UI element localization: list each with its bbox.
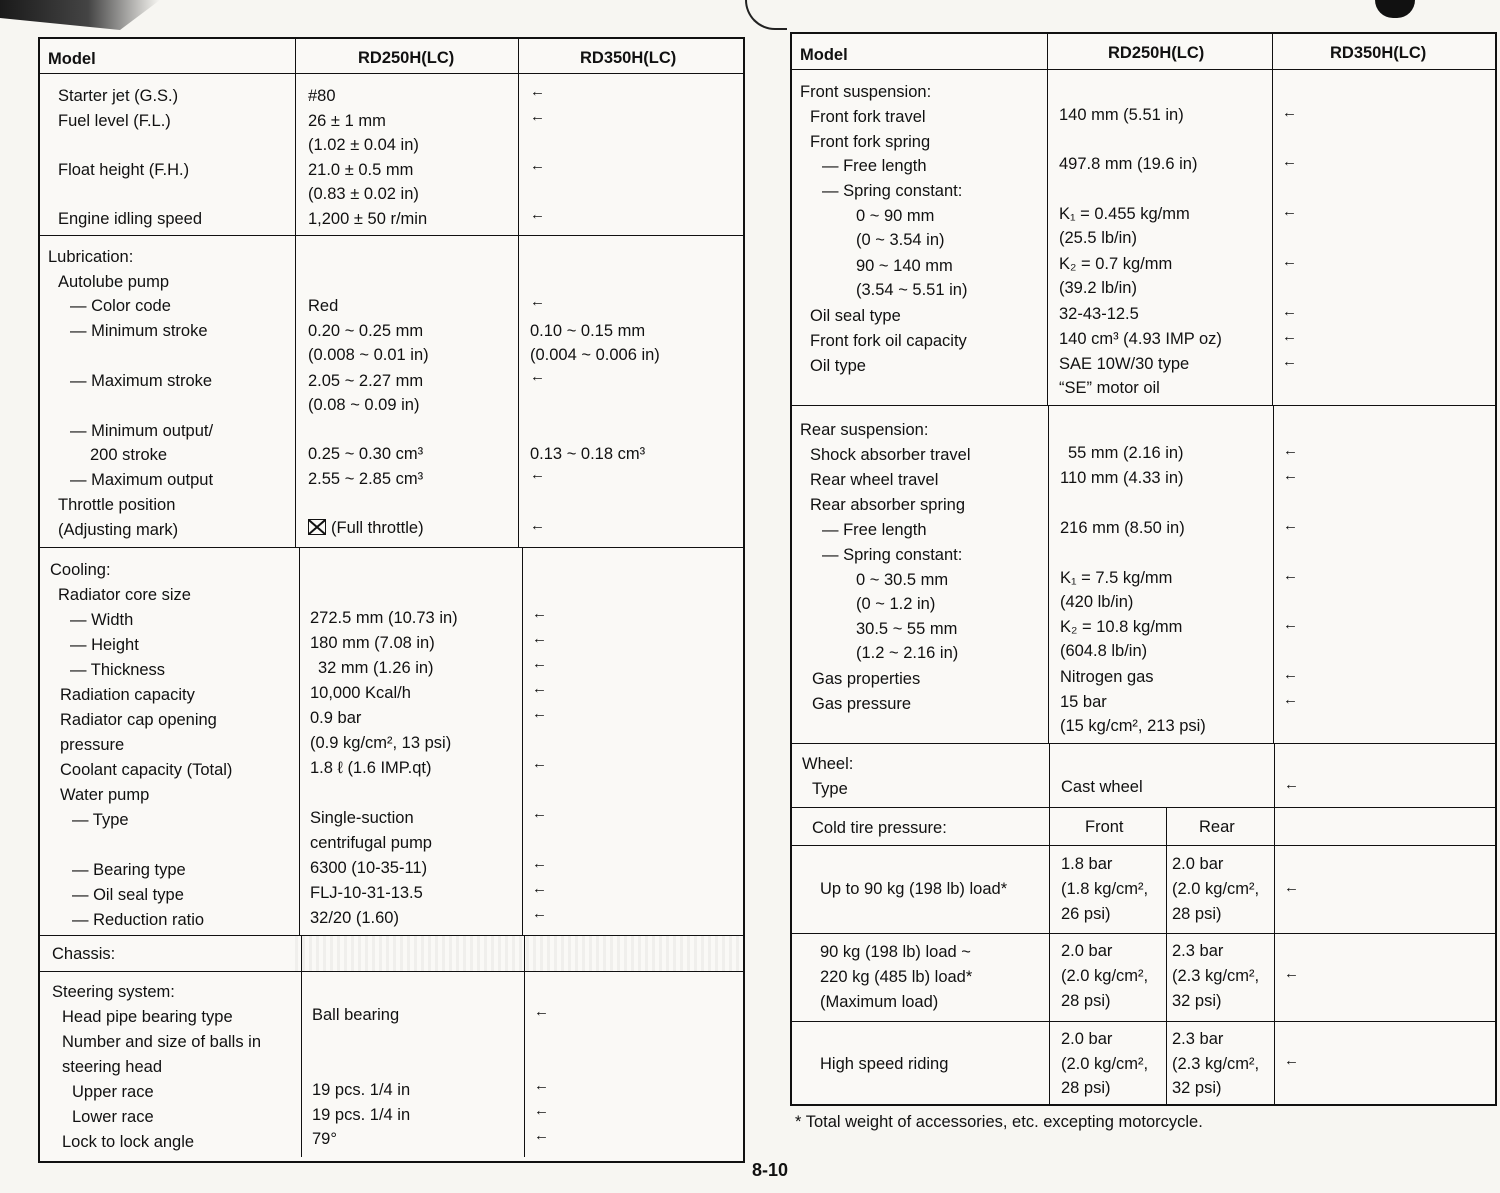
same-as-arrow: ← (1283, 517, 1298, 534)
core-height-label: — Height (70, 636, 139, 654)
idle-speed-value: 1,200 ± 50 r/min (308, 210, 428, 228)
tire-front-bar: 2.0 bar (1061, 1030, 1113, 1048)
same-as-arrow: ← (530, 368, 545, 385)
tire-front-header: Front (1085, 818, 1124, 836)
right-spec-table (790, 32, 1497, 1106)
same-as-arrow: ← (532, 880, 547, 897)
rear-k1-range-imperial: (0 ~ 1.2 in) (856, 595, 936, 613)
same-as-arrow: ← (532, 855, 547, 872)
bearing-type-label: — Bearing type (72, 861, 186, 879)
oil-seal-value: 32-43-12.5 (1059, 305, 1139, 323)
fork-oil-capacity-value: 140 cm³ (4.93 IMP oz) (1059, 330, 1222, 348)
tire-front-psi: 26 psi) (1061, 905, 1111, 923)
tire-front-bar: 2.0 bar (1061, 942, 1113, 960)
front-k2-range-imperial: (3.54 ~ 5.51 in) (856, 281, 968, 299)
tire-rear-bar: 2.0 bar (1172, 855, 1224, 873)
chassis-section (40, 936, 743, 972)
rear-wheel-travel-value: 110 mm (4.33 in) (1060, 469, 1184, 487)
left-spec-table (38, 37, 745, 1163)
tire-rear-kg: (2.0 kg/cm², (1172, 880, 1260, 898)
pump-type-label: — Type (72, 811, 129, 829)
same-as-arrow: ← (530, 466, 545, 483)
binding-mark (745, 0, 787, 30)
radiation-capacity-label: Radiation capacity (60, 686, 195, 704)
front-spring-constant-label: — Spring constant: (822, 182, 963, 200)
same-as-arrow: ← (532, 605, 547, 622)
front-k1-range: 0 ~ 90 mm (856, 207, 935, 225)
same-as-arrow: ← (1284, 879, 1299, 896)
tire-rear-psi: 32 psi) (1172, 1079, 1222, 1097)
front-free-length-value: 497.8 mm (19.6 in) (1059, 155, 1198, 173)
core-height-value: 180 mm (7.08 in) (310, 634, 435, 652)
reduction-ratio-value: 32/20 (1.60) (310, 909, 399, 927)
upper-race-value: 19 pcs. 1/4 in (312, 1081, 411, 1099)
autolube-label: Autolube pump (58, 273, 169, 291)
same-as-arrow: ← (532, 905, 547, 922)
balls-label: Number and size of balls in (62, 1033, 262, 1051)
same-as-arrow: ← (534, 1102, 549, 1119)
fuel-level-label: Fuel level (F.L.) (58, 112, 171, 130)
min-stroke-250-imperial: (0.008 ~ 0.01 in) (308, 346, 429, 364)
fuel-level-value-imperial: (1.02 ± 0.04 in) (308, 136, 419, 154)
same-as-arrow: ← (532, 680, 547, 697)
head-pipe-label: Head pipe bearing type (62, 1008, 233, 1026)
fuel-level-value: 26 ± 1 mm (308, 112, 386, 130)
starter-jet-value: #80 (308, 87, 336, 105)
tire-front-bar: 1.8 bar (1061, 855, 1113, 873)
tire-rear-bar: 2.3 bar (1172, 1030, 1224, 1048)
min-output-label: — Minimum output/ (70, 422, 214, 440)
same-as-arrow: ← (530, 157, 545, 174)
same-as-arrow: ← (1282, 203, 1297, 220)
pump-type-value: Single-suction (310, 809, 414, 827)
min-output-label-2: 200 stroke (90, 446, 168, 464)
tire-condition-label: 90 kg (198 lb) load ~ (820, 943, 971, 961)
rear-k2-range: 30.5 ~ 55 mm (856, 620, 958, 638)
same-as-arrow: ← (1283, 467, 1298, 484)
header-rd250: RD250H(LC) (1108, 44, 1205, 62)
same-as-arrow: ← (530, 108, 545, 125)
wheel-type-label: Type (812, 780, 848, 798)
same-as-arrow: ← (1282, 328, 1297, 345)
throttle-value (308, 518, 424, 538)
front-k1-range-imperial: (0 ~ 3.54 in) (856, 231, 945, 249)
tire-front-kg: (1.8 kg/cm², (1061, 880, 1149, 898)
header-model: Model (48, 50, 96, 68)
starter-jet-label: Starter jet (G.S.) (58, 87, 179, 105)
crossed-box-icon (308, 519, 326, 535)
oil-seal-label: Oil seal type (810, 307, 901, 325)
lock-angle-label: Lock to lock angle (62, 1133, 195, 1151)
rear-k2-range-imperial: (1.2 ~ 2.16 in) (856, 644, 959, 662)
lubrication-title: Lubrication: (48, 248, 134, 266)
gas-properties-value: Nitrogen gas (1060, 668, 1154, 686)
same-as-arrow: ← (1284, 1052, 1299, 1069)
idle-speed-label: Engine idling speed (58, 210, 203, 228)
header-model: Model (800, 46, 848, 64)
color-code-label: — Color code (70, 297, 171, 315)
max-stroke-250: 2.05 ~ 2.27 mm (308, 372, 424, 390)
same-as-arrow: ← (1284, 776, 1299, 793)
tire-condition-label-2: 220 kg (485 lb) load* (820, 968, 973, 986)
cap-pressure-value: 0.9 bar (310, 709, 362, 727)
same-as-arrow: ← (534, 1003, 549, 1020)
lubrication-section (40, 236, 743, 548)
tire-front-psi: 28 psi) (1061, 992, 1111, 1010)
pump-oil-seal-label: — Oil seal type (72, 886, 184, 904)
front-fork-travel-value: 140 mm (5.51 in) (1059, 106, 1184, 124)
wheel-section (792, 744, 1495, 808)
tire-rear-kg: (2.3 kg/cm², (1172, 1055, 1260, 1073)
steering-section (40, 972, 743, 1157)
front-fork-spring-label: Front fork spring (810, 133, 931, 151)
lock-angle-value: 79° (312, 1130, 337, 1148)
same-as-arrow: ← (532, 755, 547, 772)
rear-k1-range: 0 ~ 30.5 mm (856, 571, 949, 589)
front-k1-value-imperial: (25.5 lb/in) (1059, 229, 1137, 247)
same-as-arrow: ← (530, 206, 545, 223)
fork-oil-capacity-label: Front fork oil capacity (810, 332, 967, 350)
corner-mark (1375, 0, 1415, 18)
header-rd250: RD250H(LC) (358, 49, 455, 67)
same-as-arrow: ← (1282, 303, 1297, 320)
min-stroke-350-imperial: (0.004 ~ 0.006 in) (530, 346, 660, 364)
tire-front-kg: (2.0 kg/cm², (1061, 1055, 1149, 1073)
rear-suspension-section (792, 406, 1495, 744)
cooling-section (40, 548, 743, 936)
same-as-arrow: ← (1282, 153, 1297, 170)
wheel-title: Wheel: (802, 755, 854, 773)
throttle-value-text: (Full throttle) (331, 519, 424, 537)
tire-pressure-title: Cold tire pressure: (812, 819, 947, 837)
cap-pressure-value-2: (0.9 kg/cm², 13 psi) (310, 734, 452, 752)
head-pipe-value: Ball bearing (312, 1006, 400, 1024)
same-as-arrow: ← (532, 705, 547, 722)
same-as-arrow: ← (1282, 253, 1297, 270)
rear-k1-value-imperial: (420 lb/in) (1060, 593, 1134, 611)
lower-race-value: 19 pcs. 1/4 in (312, 1106, 411, 1124)
gas-pressure-label: Gas pressure (812, 695, 912, 713)
steering-title: Steering system: (52, 983, 175, 1001)
shock-travel-value: 55 mm (2.16 in) (1068, 444, 1184, 462)
tire-row (792, 846, 1495, 934)
same-as-arrow: ← (532, 805, 547, 822)
rear-spring-constant-label: — Spring constant: (822, 546, 963, 564)
front-k1-value: K₁ = 0.455 kg/mm (1059, 205, 1190, 223)
gas-pressure-value: 15 bar (1060, 693, 1107, 711)
shock-travel-label: Shock absorber travel (810, 446, 971, 464)
table-header (40, 39, 743, 74)
max-stroke-250-imperial: (0.08 ~ 0.09 in) (308, 396, 420, 414)
same-as-arrow: ← (1283, 666, 1298, 683)
front-fork-travel-label: Front fork travel (810, 108, 926, 126)
front-k2-value: K₂ = 0.7 kg/mm (1059, 255, 1173, 273)
same-as-arrow: ← (1283, 691, 1298, 708)
bearing-type-value: 6300 (10-35-11) (310, 859, 428, 877)
float-height-value-imperial: (0.83 ± 0.02 in) (308, 185, 419, 203)
max-stroke-label: — Maximum stroke (70, 372, 213, 390)
balls-label-2: steering head (62, 1058, 162, 1076)
same-as-arrow: ← (530, 293, 545, 310)
page-corner-smudge (0, 0, 160, 30)
same-as-arrow: ← (1284, 965, 1299, 982)
tire-condition-label-3: (Maximum load) (820, 993, 939, 1011)
lower-race-label: Lower race (72, 1108, 154, 1126)
color-code-value: Red (308, 297, 339, 315)
core-size-label: Radiator core size (58, 586, 191, 604)
cap-pressure-label: Radiator cap opening (60, 711, 217, 729)
min-stroke-250: 0.20 ~ 0.25 mm (308, 322, 424, 340)
same-as-arrow: ← (1283, 616, 1298, 633)
rear-k1-value: K₁ = 7.5 kg/mm (1060, 569, 1173, 587)
same-as-arrow: ← (1282, 104, 1297, 121)
oil-type-label: Oil type (810, 357, 866, 375)
core-width-label: — Width (70, 611, 134, 629)
header-rd350: RD350H(LC) (580, 49, 677, 67)
front-free-length-label: — Free length (822, 157, 927, 175)
rear-suspension-title: Rear suspension: (800, 421, 929, 439)
float-height-label: Float height (F.H.) (58, 161, 190, 179)
front-suspension-title: Front suspension: (800, 83, 932, 101)
wheel-type-value: Cast wheel (1061, 778, 1143, 796)
min-output-250: 0.25 ~ 0.30 cm³ (308, 445, 424, 463)
rear-free-length-value: 216 mm (8.50 in) (1060, 519, 1185, 537)
coolant-capacity-label: Coolant capacity (Total) (60, 761, 233, 779)
chassis-title: Chassis: (52, 945, 116, 963)
max-output-label: — Maximum output (70, 471, 214, 489)
float-height-value: 21.0 ± 0.5 mm (308, 161, 414, 179)
header-rd350: RD350H(LC) (1330, 44, 1427, 62)
footnote: * Total weight of accessories, etc. excepting motorcycle. (795, 1113, 1203, 1131)
same-as-arrow: ← (1283, 442, 1298, 459)
pump-oil-seal-value: FLJ-10-31-13.5 (310, 884, 423, 902)
gas-pressure-value-2: (15 kg/cm², 213 psi) (1060, 717, 1206, 735)
cooling-title: Cooling: (50, 561, 111, 579)
tire-condition-label: High speed riding (820, 1055, 949, 1073)
min-stroke-350: 0.10 ~ 0.15 mm (530, 322, 646, 340)
same-as-arrow: ← (534, 1127, 549, 1144)
oil-type-value-2: “SE” motor oil (1059, 379, 1160, 397)
pump-type-value-2: centrifugal pump (310, 834, 432, 852)
upper-race-label: Upper race (72, 1083, 154, 1101)
same-as-arrow: ← (1283, 567, 1298, 584)
tire-front-psi: 28 psi) (1061, 1079, 1111, 1097)
same-as-arrow: ← (532, 630, 547, 647)
core-width-value: 272.5 mm (10.73 in) (310, 609, 458, 627)
front-suspension-section (792, 70, 1495, 406)
same-as-arrow: ← (532, 655, 547, 672)
table-header (792, 34, 1495, 70)
tire-rear-kg: (2.3 kg/cm², (1172, 967, 1260, 985)
tire-front-kg: (2.0 kg/cm², (1061, 967, 1149, 985)
tire-rear-header: Rear (1199, 818, 1235, 836)
rear-spring-label: Rear absorber spring (810, 496, 965, 514)
carburetor-section (40, 74, 743, 236)
tire-row (792, 1022, 1495, 1104)
rear-free-length-label: — Free length (822, 521, 927, 539)
tire-condition-label: Up to 90 kg (198 lb) load* (820, 880, 1008, 898)
same-as-arrow: ← (530, 517, 545, 534)
min-output-350: 0.13 ~ 0.18 cm³ (530, 445, 646, 463)
gas-properties-label: Gas properties (812, 670, 921, 688)
same-as-arrow: ← (1282, 353, 1297, 370)
tire-rear-bar: 2.3 bar (1172, 942, 1224, 960)
throttle-position-label: Throttle position (58, 496, 176, 514)
rear-wheel-travel-label: Rear wheel travel (810, 471, 939, 489)
rear-k2-value-imperial: (604.8 lb/in) (1060, 642, 1148, 660)
min-stroke-label: — Minimum stroke (70, 322, 208, 340)
tire-row (792, 934, 1495, 1022)
reduction-ratio-label: — Reduction ratio (72, 911, 205, 929)
tire-rear-psi: 28 psi) (1172, 905, 1222, 923)
core-thickness-value: 32 mm (1.26 in) (318, 659, 434, 677)
cap-pressure-label-2: pressure (60, 736, 125, 754)
same-as-arrow: ← (534, 1077, 549, 1094)
rear-k2-value: K₂ = 10.8 kg/mm (1060, 618, 1183, 636)
same-as-arrow: ← (530, 83, 545, 100)
radiation-capacity-value: 10,000 Kcal/h (310, 684, 411, 702)
adjusting-mark-label: (Adjusting mark) (58, 521, 179, 539)
front-k2-range: 90 ~ 140 mm (856, 257, 953, 275)
oil-type-value: SAE 10W/30 type (1059, 355, 1190, 373)
core-thickness-label: — Thickness (70, 661, 166, 679)
coolant-capacity-value: 1.8 ℓ (1.6 IMP.qt) (310, 759, 432, 777)
tire-rear-psi: 32 psi) (1172, 992, 1222, 1010)
max-output-250: 2.55 ~ 2.85 cm³ (308, 470, 424, 488)
water-pump-label: Water pump (60, 786, 150, 804)
tire-header-row (792, 808, 1495, 846)
page-number: 8-10 (752, 1160, 789, 1180)
front-k2-value-imperial: (39.2 lb/in) (1059, 279, 1137, 297)
